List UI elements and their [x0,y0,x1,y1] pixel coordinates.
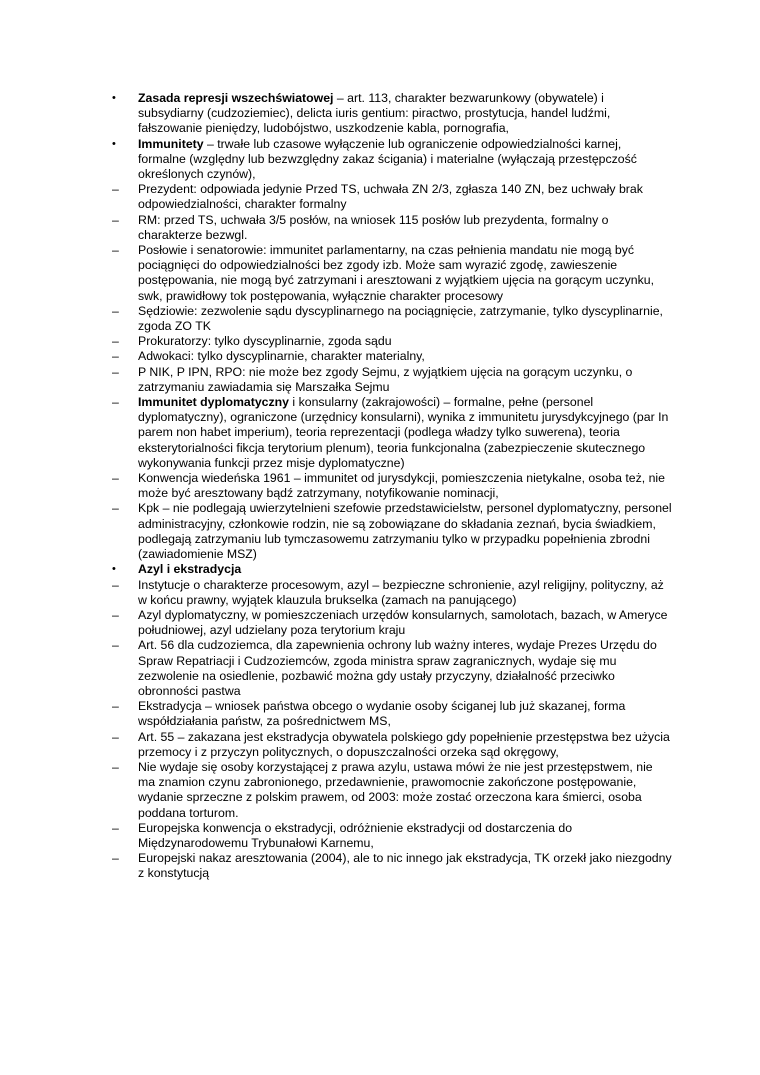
dash-item [112,608,672,638]
item-text: Art. 55 – zakazana jest ekstradycja obywatela polskiego gdy popełnienie przestępstwa bez użycia przemocy i z przyczyn politycznych, o dopuszczalności orzeka sąd okręgowy, [138,729,670,759]
item-text: Nie wydaje się osoby korzystającej z prawa azylu, ustawa mówi że nie jest przestępstwem, nie ma znamion czynu zabronionego, przedawnienie, prawomocnie zakończone postępowanie, wydanie sprzeczne z polskim prawem, od 2003: może zostać orzeczona kara śmierci, osoba poddana torturom. [138,759,653,820]
item-text: Prezydent: odpowiada jedynie Przed TS, uchwała ZN 2/3, zgłasza 140 ZN, bez uchwały brak odpowiedzialności, charakter formalny [138,182,643,212]
dash-item [112,760,672,821]
dash-marker: – [112,364,119,379]
dash-marker: – [112,334,119,349]
dash-marker: – [112,729,119,744]
dash-marker: – [112,820,119,835]
dash-marker: – [112,303,119,318]
dash-marker: – [112,638,119,653]
dash-item [112,304,672,334]
item-heading: Immunitety [138,136,204,151]
dash-item [112,730,672,760]
bullet-marker: • [112,137,116,150]
dash-item [112,182,672,212]
dash-item [112,471,672,501]
item-text: Prokuratorzy: tylko dyscyplinarnie, zgoda sądu [138,334,392,349]
item-text: Azyl dyplomatyczny, w pomieszczeniach urzędów konsularnych, samolotach, bazach, w Ameryce południowej, azyl udzielany poza terytorium kraju [138,607,668,638]
bullet-item [112,562,672,577]
item-text: – art. 113, charakter bezwarunkowy (obywatele) i subsydiarny (cudzoziemiec), delicta iuris gentium: piractwo, prostytucja, handel ludźmi, fałszowanie pieniędzy, ludobójstwo, uszkodzenie kabla, pornografia, [138,91,611,136]
bullet-marker: • [112,92,116,104]
dash-marker: – [112,349,119,364]
dash-item [112,699,672,729]
item-text: Europejska konwencja o ekstradycji, odróżnienie ekstradycji od dostarczenia do Międzynarodowemu Trybunałowi Karnemu, [138,820,573,850]
dash-marker: – [112,243,119,258]
item-text: – trwałe lub czasowe wyłączenie lub ograniczenie odpowiedzialności karnej, formalne (względny lub bezwzględny zakaz ścigania) i materialne (wyłączają przestępczość określonych czynów), [138,136,637,182]
dash-item [112,578,672,608]
item-text: Posłowie i senatorowie: immunitet parlamentarny, na czas pełnienia mandatu nie mogą być pociągnięci do odpowiedzialności bez zgody izb. Może sam wyrazić zgodę, zawieszenie postępowania, nie mogą być zatrzymani i aresztowani z wyjątkiem ujęcia na gorącym uczynku, swk, prawidłowy tok postępowania, wyłącznie charakter procesowy [138,243,655,303]
item-text: Adwokaci: tylko dyscyplinarnie, charakter materialny, [138,349,425,364]
dash-item [112,243,672,304]
dash-marker: – [112,577,119,592]
bullet-item [112,91,672,137]
item-text: i konsularny (zakrajowości) – formalne, pełne (personel dyplomatyczny), ograniczone (urzędnicy konsularni), wynika z immunitetu jurysdykcyjnego (par In parem non habet imperium), teoria reprezentacji (podlega władzy tylko suwerena), teoria eksterytorialności fikcja terytorium plenum), teoria funkcjonalna (zabezpieczenie skutecznego wykonywania funkcji przez misje dyplomatyczne) [138,395,669,470]
dash-marker: – [112,395,119,410]
dash-item [112,349,672,364]
dash-item [112,851,672,881]
item-text: RM: przed TS, uchwała 3/5 posłów, na wniosek 115 posłów lub prezydenta, formalny o charakterze bezwgl. [138,212,609,242]
document-body [112,91,672,882]
item-text: Sędziowie: zezwolenie sądu dyscyplinarnego na pociągnięcie, zatrzymanie, tylko dyscyplinarnie, zgoda ZO TK [138,303,663,334]
item-text: Instytucje o charakterze procesowym, azyl – bezpieczne schronienie, azyl religijny, polityczny, aż w końcu prawny, wyjątek klauzula brukselka (zamach na panującego) [138,577,664,607]
item-heading: Zasada represji wszechświatowej [138,91,334,105]
item-text: Europejski nakaz aresztowania (2004), ale to nic innego jak ekstradycja, TK orzekł jako niezgodny z konstytucją [138,851,672,881]
dash-marker: – [112,501,119,516]
dash-marker: – [112,699,119,714]
item-text: Kpk – nie podlegają uwierzytelnieni szefowie przedstawicielstw, personel dyplomatyczny, personel administracyjny, członkowie rodzin, nie są zobowiązane do składania zeznań, bycia świadkiem, podlegają zatrzymaniu lub tymczasowemu zatrzymaniu tylko w przypadku popełnienia zbrodni (zawiadomienie MSZ) [138,501,672,562]
dash-item [112,395,672,471]
dash-marker: – [112,851,119,866]
dash-item [112,501,672,562]
dash-item [112,213,672,243]
item-heading: Immunitet dyplomatyczny [138,395,290,410]
bullet-marker: • [112,563,116,576]
dash-marker: – [112,182,119,197]
dash-item [112,365,672,395]
item-text: P NIK, P IPN, RPO: nie może bez zgody Sejmu, z wyjątkiem ujęcia na gorącym uczynku, o zatrzymaniu zawiadamia się Marszałka Sejmu [138,364,633,394]
item-text: Art. 56 dla cudzoziemca, dla zapewnienia ochrony lub ważny interes, wydaje Prezes Urzędu do Spraw Repatriacji i Cudzoziemców, zgoda ministra spraw zagranicznych, wydaje się mu zezwolenie na osiedlenie, pozbawić można gdy ustały przyczyny, działalność przeciwko obronności pastwa [138,638,657,698]
dash-item [112,638,672,699]
bullet-item [112,137,672,183]
dash-item [112,821,672,851]
item-text: Ekstradycja – wniosek państwa obcego o wydanie osoby ściganej lub już skazanej, forma współdziałania państw, za pośrednictwem MS, [138,699,626,729]
dash-marker: – [112,607,119,622]
dash-marker: – [112,471,119,486]
dash-marker: – [112,212,119,227]
item-heading: Azyl i ekstradycja [138,562,242,577]
dash-item [112,334,672,349]
dash-marker: – [112,759,119,774]
item-text: Konwencja wiedeńska 1961 – immunitet od jurysdykcji, pomieszczenia nietykalne, osoba też, nie może być aresztowany bądź zatrzymany, notyfikowanie nominacji, [138,471,666,501]
